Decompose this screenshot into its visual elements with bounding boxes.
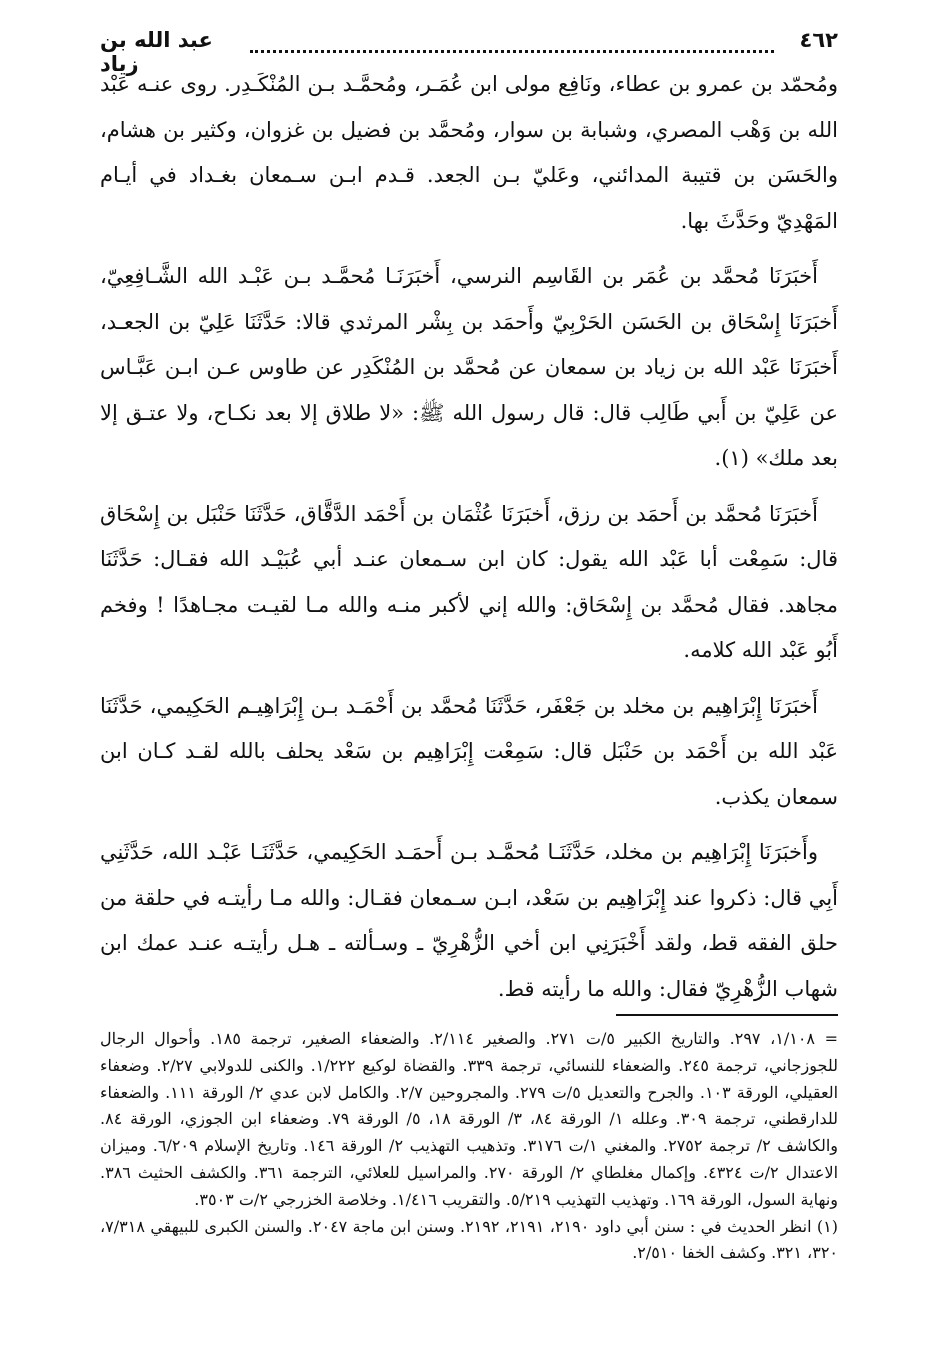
page-number: ٤٦٢ bbox=[799, 28, 838, 52]
page-header bbox=[100, 22, 838, 76]
running-title: عبد الله بن زياد bbox=[100, 28, 213, 76]
text-paragraph: أَخبَرَنَا مُحمَّد بن عُمَر بن القَاسِم النرسي، أَخبَرَنَـا مُحمَّـد بـن عَبْـد الله الشَّـافِعِيّ، أَخبَرَنَا إِسْحَاق بن الحَسَن الحَرْبِيّ وأَحمَد بن بِشْر المرثدي قالا: حَدَّثَنَا عَلِيّ بن الجعـد، أَخبَرَنَا عَبْد الله بن زياد بن سمعان عن مُحمَّد بن المُنْكَدِر عن طاوس عـن ابـن عَبَّـاس عن عَلِيّ بن أَبي طَالِب قال: قال رسول الله ﷺ: «لا طلاق إلا بعد نكـاح، ولا عتـق إلا بعد ملك» (١). bbox=[100, 264, 838, 470]
main-text bbox=[100, 62, 838, 1012]
text-paragraph: أَخبَرَنَا مُحمَّد بن أَحمَد بن رزق، أَخبَرَنَا عُثْمَان بن أَحْمَد الدَّقَّاق، حَدَّثَنَا حَنْبَل بن إِسْحَاق قال: سَمِعْت أبا عَبْد الله يقول: كان ابن سـمعان عنـد أبي عُبَيْـد الله فقـال: حَدَّثَنَا مجاهد. فقال مُحمَّد بن إِسْحَاق: والله إني لأكبر منـه والله مـا لقيـت مجـاهدًا ! وفخم أَبُو عَبْد الله كلامه. bbox=[100, 501, 838, 662]
book-page bbox=[100, 22, 838, 1267]
footnote-1: (١) انظر الحديث في : سنن أبي داود ٢١٩٠، ٢١٩١، ٢١٩٢. وسنن ابن ماجة ٢٠٤٧. والسنن الكبرى للبيهقي ٧/٣١٨، ٣٢٠، ٣٢١. وكشف الخفا ٢/٥١٠. bbox=[100, 1216, 839, 1263]
text-paragraph: وأَخبَرَنَا إِبْرَاهِيم بن مخلد، حَدَّثَنَـا مُحمَّـد بـن أَحمَـد الحَكِيمي، حَدَّثَنَـا عَبْـد الله، حَدَّثَنِي أَبِي قال: ذكروا عند إِبْرَاهِيم بن سَعْد، ابـن سـمعان فقـال: والله مـا رأيتـه في حلقة من حلق الفقه قط، ولقد أَخْبَرَنِي ابن أخي الزُّهْرِيّ ـ وسـألته ـ هـل رأيتـه عنـد عمك ابن شهاب الزُّهْرِيّ فقال: والله ما رأيته قط. bbox=[100, 840, 838, 1001]
footnote-separator bbox=[616, 1014, 838, 1016]
footnotes bbox=[100, 1026, 838, 1267]
text-paragraph: ومُحمّد بن عمرو بن عطاء، ونَافِع مولى ابن عُمَـر، ومُحمَّـد بـن المُنْكَـدِر. روى عنـه عَبْد الله بن وَهْب المصري، وشبابة بن سوار، ومُحمَّد بن فضيل بن غزوان، وكثير بن هشام، والحَسَن بن قتيبة المدائني، وعَليّ بـن الجعد. قـدم ابـن سـمعان بغـداد في أيـام المَهْدِيّ وحَدَّثَ بها. bbox=[100, 72, 838, 233]
footnote-continued: = ١/١٠٨، ٢٩٧. والتاريخ الكبير ٥/ت ٢٧١. والصغير ٢/١١٤. والضعفاء الصغير، ترجمة ١٨٥. وأحوال الرجال للجوزجاني، ترجمة ٢٤٥. والضعفاء للنسائي، ترجمة ٣٣٩. والقضاة لوكيع ١/٢٢٢. والكنى للدولابي ٢/٢٧. وضعفاء العقيلي، الورقة ١٠٣. والجرح والتعديل ٥/ت ٢٧٩. والمجروحين ٢/٧. والكامل لابن عدي ٢/ الورقة ١١١. والضعفاء للدارقطني، ترجمة ٣٠٩. وعلله ١/ الورقة ٨٤، ٣/ الورقة ١٨، ٥/ الورقة ٧٩. وضعفاء ابن الجوزي، الورقة ٨٤. والكاشف ٢/ ترجمة ٢٧٥٢. والمغني ١/ت ٣١٧٦. وتذهيب التهذيب ٢/ الورقة ١٤٦. وتاريخ الإسلام ٦/٢٠٩. وميزان الاعتدال ٢/ت ٤٣٢٤. وإكمال مغلطاي ٢/ الورقة ٢٧٠. والمراسيل للعلائي، الترجمة ٣٦١. والكشف الحثيث ٣٨٦. ونهاية السول، الورقة ١٦٩. وتهذيب التهذيب ٥/٢١٩. والتقريب ١/٤١٦. وخلاصة الخزرجي ٢/ت ٣٥٠٣. bbox=[100, 1029, 839, 1209]
text-paragraph: أَخبَرَنَا إِبْرَاهِيم بن مخلد بن جَعْفَر، حَدَّثَنَا مُحمَّد بن أَحْمَـد بـن إِبْرَاهِيـم الحَكِيمي، حَدَّثَنَا عَبْد الله بن أَحْمَد بن حَنْبَل قال: سَمِعْت إِبْرَاهِيم بن سَعْد يحلف بالله لقـد كـان ابن سمعان يكذب. bbox=[100, 693, 838, 809]
header-dotted-rule bbox=[250, 50, 774, 53]
